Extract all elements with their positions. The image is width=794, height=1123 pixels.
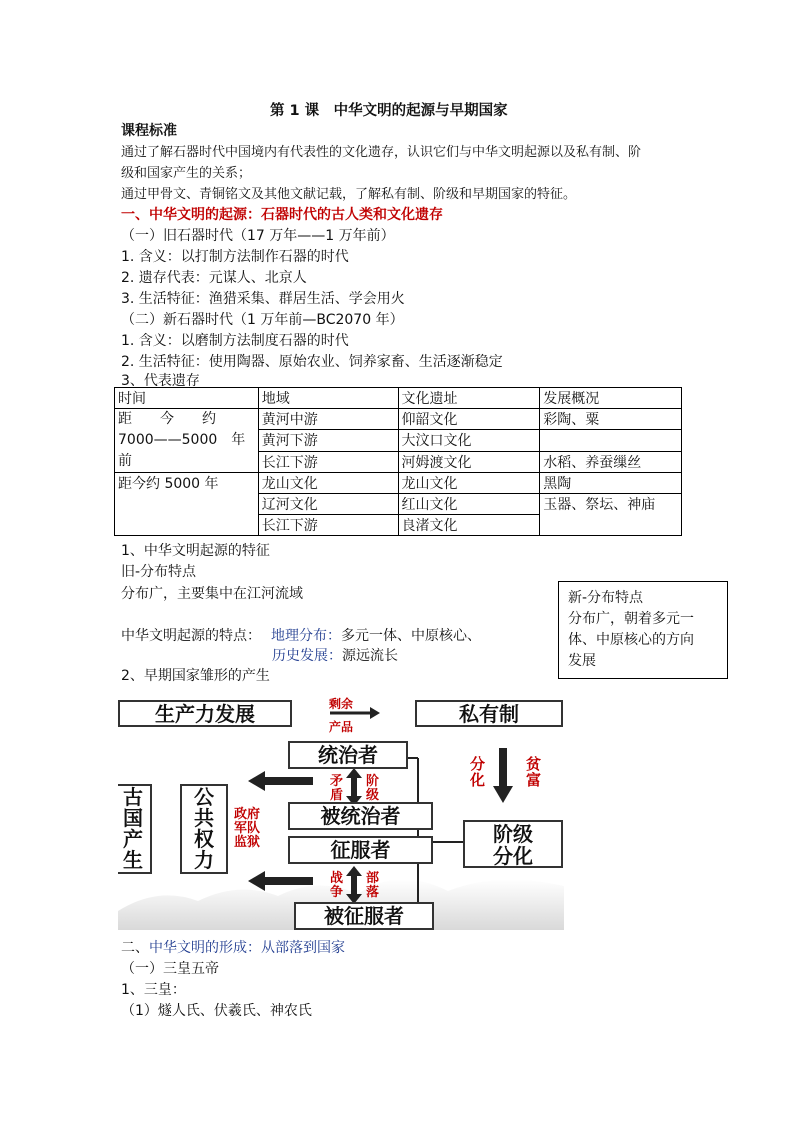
hist-text: 源远流长 <box>342 648 398 664</box>
class-stratification-box <box>463 820 563 868</box>
box-line: 分化 <box>493 844 533 868</box>
table-header: 地域 <box>258 388 398 409</box>
box-char: 共 <box>194 806 214 830</box>
old-distribution-text: 分布广，主要集中在江河流域 <box>121 586 303 602</box>
arrow-down-head <box>493 786 513 803</box>
box-char: 权 <box>194 827 214 851</box>
standard-line: 通过甲骨文、青铜铭文及其他文献记载，了解私有制、阶级和早期国家的特征。 <box>121 187 577 202</box>
public-power-box <box>180 784 228 874</box>
state-formation-diagram <box>118 696 564 930</box>
arrow-double-head <box>346 768 362 778</box>
neo-item: 3、代表遗存 <box>121 373 200 389</box>
geo-label: 地理分布： <box>271 628 341 644</box>
paleo-item: 1. 含义：以打制方法制作石器的时代 <box>121 249 349 265</box>
new-distribution-box <box>558 581 728 679</box>
section2-item: （1）燧人氏、伏羲氏、神农氏 <box>121 1003 312 1019</box>
old-distribution-label: 旧-分布特点 <box>121 564 197 580</box>
box-char: 生 <box>123 848 143 872</box>
standard-line: 级和国家产生的关系； <box>121 166 252 181</box>
product-label: 产品 <box>329 720 354 734</box>
label-char: 落 <box>366 885 380 900</box>
arrow-double <box>351 776 357 798</box>
section2-prefix: 二、 <box>121 940 149 956</box>
textbox-line: 发展 <box>568 653 596 669</box>
table-cell: 黄河中游 <box>258 409 398 430</box>
contradiction-label <box>330 775 343 803</box>
table-cell: 辽河文化 <box>258 494 398 515</box>
table-header-row <box>115 388 682 409</box>
ruled-box: 被统治者 <box>288 802 433 830</box>
table-cell: 长江下游 <box>258 451 398 472</box>
section2-heading <box>121 937 345 957</box>
label-char: 级 <box>366 788 380 803</box>
textbox-line: 分布广，朝着多元一 <box>568 611 694 627</box>
conqueror-box: 征服者 <box>288 836 433 864</box>
conquered-box: 被征服者 <box>294 902 434 930</box>
arrow-down <box>499 748 507 788</box>
paleo-item: 3. 生活特征：渔猎采集、群居生活、学会用火 <box>121 291 405 307</box>
government-label <box>234 808 260 850</box>
arrow-left <box>263 877 313 885</box>
geo-text: 多元一体、中原核心、 <box>341 628 481 644</box>
label-char: 盾 <box>330 788 344 803</box>
table-header: 时间 <box>115 388 259 409</box>
box-char: 国 <box>123 806 143 830</box>
private-ownership-box: 私有制 <box>415 700 563 727</box>
table-cell: 龙山文化 <box>258 473 398 494</box>
table-cell <box>540 430 682 451</box>
time-line: 距 今 约 <box>118 411 216 427</box>
hist-label: 历史发展： <box>272 648 342 664</box>
table-cell: 彩陶、粟 <box>540 409 682 430</box>
table-cell: 仰韶文化 <box>398 409 540 430</box>
table-header: 发展概况 <box>540 388 682 409</box>
arrow-double-head <box>346 866 362 876</box>
table-cell: 良渚文化 <box>398 515 540 536</box>
label-char: 部 <box>366 871 380 886</box>
culture-table <box>114 387 682 536</box>
divide-label <box>470 756 485 788</box>
time-line: 前 <box>118 453 132 469</box>
page-title: 第 1 课 中华文明的起源与早期国家 <box>270 103 508 119</box>
box-char: 产 <box>123 827 143 851</box>
summary-line <box>121 625 481 645</box>
section2-item: 1、三皇： <box>121 982 186 998</box>
arrow-left-head <box>248 771 265 791</box>
ancient-state-box <box>118 784 152 874</box>
table-cell: 龙山文化 <box>398 473 540 494</box>
arrow-left-head <box>248 871 265 891</box>
table-cell: 黄河下游 <box>258 430 398 451</box>
table-cell: 玉器、祭坛、神庙 <box>540 494 682 536</box>
label-line: 监狱 <box>234 835 261 850</box>
label-char: 战 <box>330 871 344 886</box>
poor-rich-label <box>526 756 541 788</box>
arrow-left <box>263 777 313 785</box>
table-cell: 红山文化 <box>398 494 540 515</box>
table-time-cell <box>115 409 259 473</box>
table-cell: 水稻、养蚕缫丝 <box>540 451 682 472</box>
standard-line: 通过了解石器时代中国境内有代表性的文化遗存，认识它们与中华文明起源以及私有制、阶 <box>121 145 642 160</box>
box-line: 阶级 <box>493 822 533 846</box>
class-label <box>366 775 379 803</box>
table-cell: 长江下游 <box>258 515 398 536</box>
arrow-surplus-head <box>370 707 380 719</box>
section1-subtitle: 石器时代的古人类和文化遗存 <box>261 207 443 223</box>
tribe-label <box>366 872 379 900</box>
section1-heading <box>121 204 443 224</box>
neo-item: 2. 生活特征：使用陶器、原始农业、饲养家畜、生活逐渐稳定 <box>121 354 503 370</box>
standard-heading: 课程标准 <box>121 123 177 139</box>
textbox-line: 体、中原核心的方向 <box>568 632 694 648</box>
neo-heading: （二）新石器时代（1 万年前—BC2070 年） <box>121 312 404 328</box>
summary-prefix: 中华文明起源的特点： <box>121 628 261 644</box>
table-header: 文化遗址 <box>398 388 540 409</box>
history-line <box>272 645 398 665</box>
section1-prefix: 一、 <box>121 207 149 223</box>
box-char: 古 <box>123 785 143 809</box>
label-char: 贫 <box>526 755 542 773</box>
label-char: 富 <box>526 771 542 789</box>
war-label <box>330 872 343 900</box>
time-line: 7000——5000 年 <box>118 432 246 448</box>
table-row <box>115 409 682 430</box>
table-row <box>115 473 682 494</box>
arrow-double <box>351 874 357 896</box>
label-line: 政府 <box>234 807 261 822</box>
neo-item: 1. 含义：以磨制方法制度石器的时代 <box>121 333 349 349</box>
table-time-cell: 距今约 5000 年 <box>115 473 259 536</box>
productivity-box: 生产力发展 <box>118 700 292 727</box>
label-line: 军队 <box>234 821 261 836</box>
label-char: 分 <box>470 755 486 773</box>
section2-item: （一）三皇五帝 <box>121 961 219 977</box>
label-char: 化 <box>470 771 486 789</box>
section2-title: 中华文明的形成： <box>149 940 261 956</box>
box-char: 力 <box>194 848 214 872</box>
section2-subtitle: 从部落到国家 <box>261 940 345 956</box>
table-cell: 大汶口文化 <box>398 430 540 451</box>
paleo-heading: （一）旧石器时代（17 万年——1 万年前） <box>121 228 395 244</box>
state-heading: 2、早期国家雏形的产生 <box>121 668 270 684</box>
box-char: 公 <box>194 785 214 809</box>
table-cell: 河姆渡文化 <box>398 451 540 472</box>
table-cell: 黑陶 <box>540 473 682 494</box>
textbox-line: 新-分布特点 <box>568 590 644 606</box>
section1-title: 中华文明的起源： <box>149 207 261 223</box>
label-char: 阶 <box>366 774 380 789</box>
surplus-label: 剩余 <box>329 697 354 711</box>
ruler-box: 统治者 <box>288 741 408 769</box>
label-char: 争 <box>330 885 344 900</box>
features-heading: 1、中华文明起源的特征 <box>121 543 270 559</box>
paleo-item: 2. 遗存代表：元谋人、北京人 <box>121 270 307 286</box>
label-char: 矛 <box>330 774 344 789</box>
